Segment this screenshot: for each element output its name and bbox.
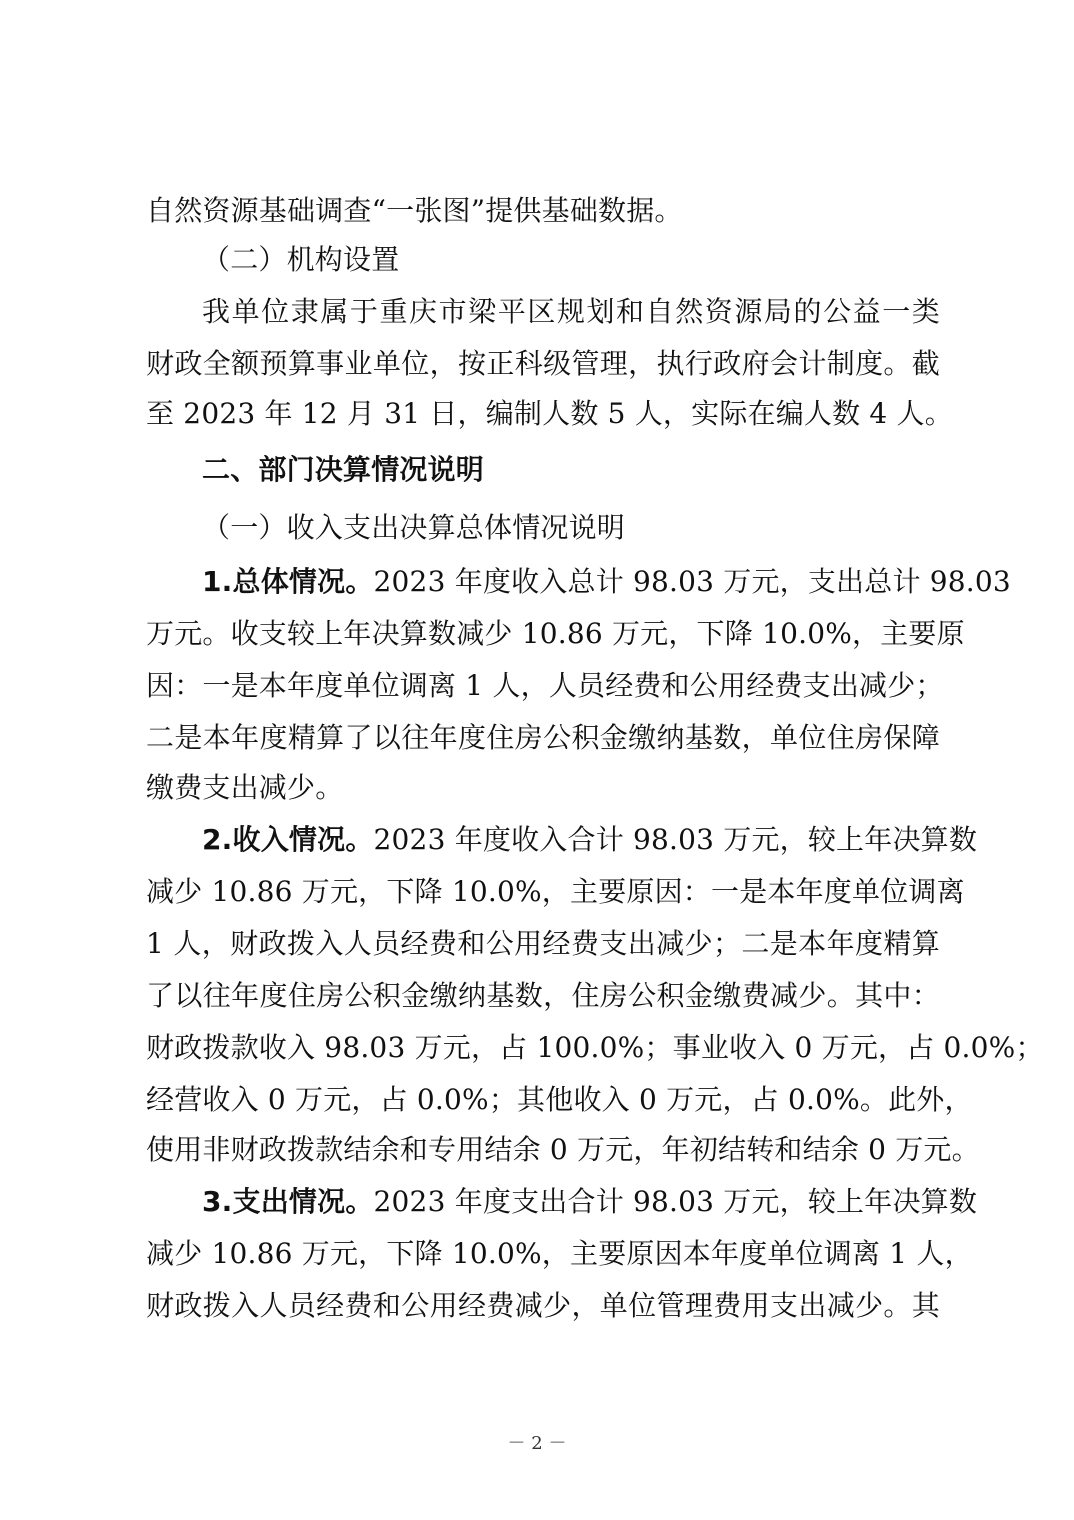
paragraph-line: 财政拨入人员经费和公用经费减少，单位管理费用支出减少。其	[146, 1289, 940, 1322]
page-number: － 2 －	[507, 1433, 567, 1454]
section-heading: 二、部门决算情况说明	[202, 453, 485, 486]
paragraph-line: 了以往年度住房公积金缴纳基数，住房公积金缴费减少。其中：	[146, 979, 940, 1012]
paragraph-line: 万元。收支较上年决算数减少 10.86 万元，下降 10.0%，主要原	[146, 617, 965, 650]
paragraph-lead: 3.支出情况。	[202, 1185, 374, 1218]
paragraph-line: 财政拨款收入 98.03 万元，占 100.0%；事业收入 0 万元，占 0.0%；	[146, 1031, 1044, 1064]
paragraph-line: 缴费支出减少。	[146, 771, 344, 804]
paragraph-lead: 1.总体情况。	[202, 565, 374, 598]
section-subheading: （二）机构设置	[202, 243, 400, 276]
paragraph-text: 2023 年度支出合计 98.03 万元，较上年决算数	[373, 1185, 978, 1218]
paragraph-line: 减少 10.86 万元，下降 10.0%，主要原因本年度单位调离 1 人，	[146, 1237, 973, 1270]
paragraph-line: 经营收入 0 万元，占 0.0%；其他收入 0 万元，占 0.0%。此外，	[146, 1083, 973, 1116]
paragraph-line: 自然资源基础调查“一张图”提供基础数据。	[146, 194, 683, 227]
paragraph-line: 使用非财政拨款结余和专用结余 0 万元，年初结转和结余 0 万元。	[146, 1133, 980, 1166]
paragraph-line	[202, 562, 1011, 602]
paragraph-text: 2023 年度收入总计 98.03 万元，支出总计 98.03	[373, 565, 1011, 598]
paragraph-line	[202, 1182, 978, 1222]
paragraph-line: 二是本年度精算了以往年度住房公积金缴纳基数，单位住房保障	[146, 721, 940, 754]
paragraph-line: 至 2023 年 12 月 31 日，编制人数 5 人，实际在编人数 4 人。	[146, 397, 953, 430]
paragraph-line: 减少 10.86 万元，下降 10.0%，主要原因：一是本年度单位调离	[146, 875, 965, 908]
paragraph-line: 我单位隶属于重庆市梁平区规划和自然资源局的公益一类	[202, 295, 940, 328]
paragraph-text: 2023 年度收入合计 98.03 万元，较上年决算数	[373, 823, 978, 856]
paragraph-line: 因：一是本年度单位调离 1 人，人员经费和公用经费支出减少；	[146, 669, 944, 702]
paragraph-line: 财政全额预算事业单位，按正科级管理，执行政府会计制度。截	[146, 347, 940, 380]
paragraph-line	[202, 820, 978, 860]
section-subheading: （一）收入支出决算总体情况说明	[202, 511, 626, 544]
paragraph-lead: 2.收入情况。	[202, 823, 374, 856]
paragraph-line: 1 人，财政拨入人员经费和公用经费支出减少；二是本年度精算	[146, 927, 940, 960]
